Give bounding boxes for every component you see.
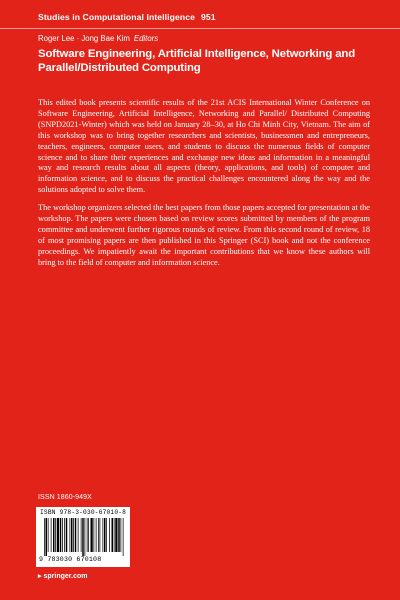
publisher-url[interactable] — [38, 572, 87, 580]
blurb-paragraph-2: The workshop organizers selected the best papers from those papers accepted for presentation at the workshop. The papers were chosen based on review scores submitted by members of the program committee and underwent further rigorous rounds of review. From this second round of review, 18 of most promising papers are then published in this Springer (SCI) book and not the conference proceedings. We impatiently await the important contributions that we know these authors will bring to the field of computer and information science. — [38, 203, 370, 267]
book-title — [38, 47, 368, 75]
barcode-digits: 9 783030 670108 — [39, 556, 102, 563]
arrow-icon: ▸ — [38, 573, 42, 580]
series-volume: 951 — [200, 12, 216, 22]
editors-role: Editors — [133, 34, 159, 43]
blurb — [38, 98, 370, 269]
editors-line — [38, 34, 158, 43]
blurb-paragraph-1: This edited book presents scientific results of the 21st ACIS International Winter Conference on Software Engineering, Artificial Intelligence, Networking and Parallel/ Distributed Computing (SNPD2021-Winter) which was held on January 28–30, at Ho Chi Minh City, Vietnam. The aim of this workshop was to bring together researchers and scientists, businessmen and entrepreneurs, teachers, engineers, computer users, and students to discuss the numerous fields of computer science and to share their experiences and exchange new ideas and information in a meaningful way and research results about all aspects (theory, applications, and tools) of computer and information science, and to discuss the practical challenges encountered along the way and the solutions adopted to solve them. — [38, 98, 370, 195]
header-divider — [0, 28, 400, 29]
isbn-barcode — [36, 507, 130, 567]
publisher-url-text: springer.com — [43, 573, 88, 580]
series-name — [38, 12, 216, 22]
title-line-1: Software Engineering, Artificial Intelligence, Networking and — [38, 48, 356, 60]
barcode-image — [44, 518, 124, 556]
editor-names: Roger Lee · Jong Bae Kim — [38, 34, 130, 43]
issn-label: ISSN 1860-949X — [38, 494, 92, 501]
series-title: Studies in Computational Intelligence — [38, 12, 195, 22]
title-line-2: Parallel/Distributed Computing — [38, 62, 201, 74]
isbn-label: ISBN 978-3-030-67010-8 — [40, 509, 127, 516]
